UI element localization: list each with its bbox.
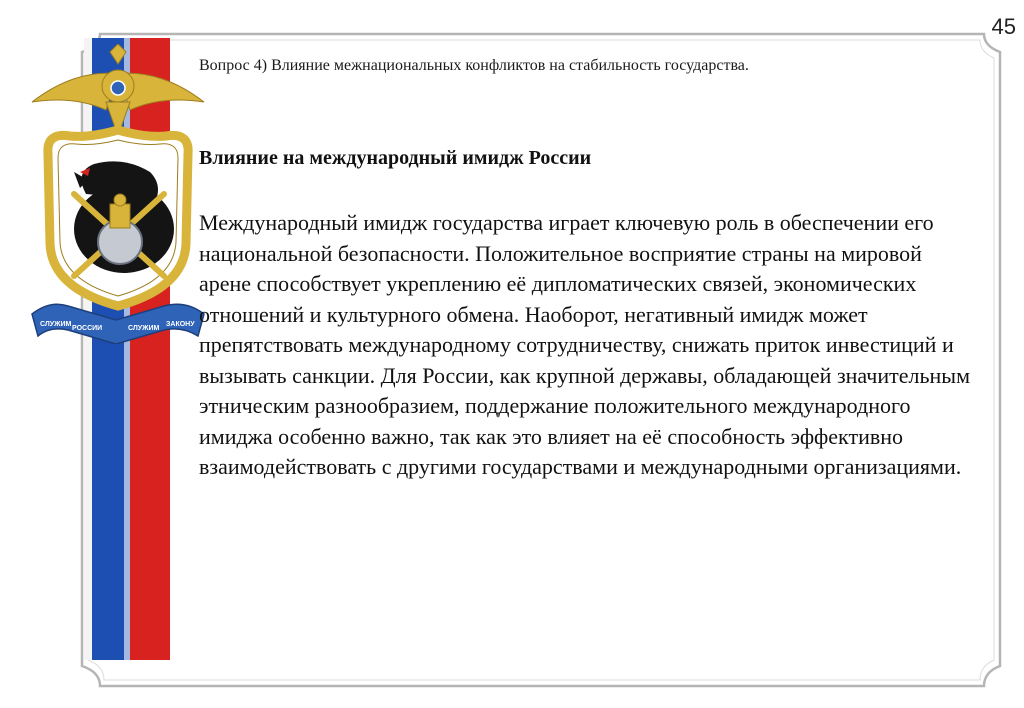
body-paragraph: Международный имидж государства играет ключевую роль в обеспечении его национальной безопасности. Положительное восприятие страны на мировой арене способствует укреплению её дипломатических связей, экономических отношений и культурного обмена. Наоборот, негативный имидж может препятствовать международному сотрудничеству, снижать приток инвестиций и вызывать санкции. Для России, как крупной державы, обладающей значительным этническим разнообразием, поддержание положительного международного имиджа особенно важно, так как это влияет на её способность эффективно взаимодействовать с другими государствами и международными организациями. — [199, 210, 971, 479]
ribbon-word-4: ЗАКОНУ — [166, 321, 195, 328]
slide-heading: Влияние на международный имидж России — [199, 147, 592, 169]
page-number: 45 — [991, 14, 1016, 39]
ribbon-word-3: СЛУЖИМ — [128, 325, 160, 332]
ribbon-word-1: СЛУЖИМ — [40, 321, 72, 328]
question-line: Вопрос 4) Влияние межнациональных конфликтов на стабильность государства. — [199, 57, 749, 74]
ribbon-word-2: РОССИИ — [72, 325, 103, 332]
emblem-icon — [28, 44, 208, 344]
